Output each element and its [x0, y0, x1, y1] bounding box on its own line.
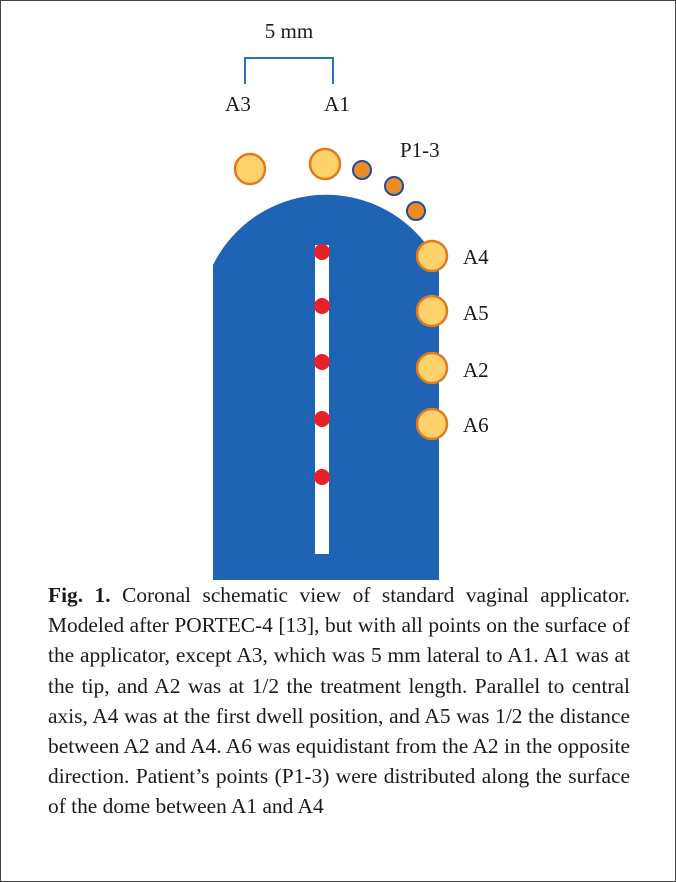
scale-bracket	[245, 58, 333, 84]
label-a6: A6	[463, 413, 489, 437]
patient-point-p3	[407, 202, 425, 220]
label-a4: A4	[463, 245, 489, 269]
caption-label: Fig. 1.	[48, 583, 111, 607]
label-a3: A3	[225, 92, 251, 116]
label-a5: A5	[463, 301, 489, 325]
dwell-point	[314, 298, 330, 314]
caption-text: Coronal schematic view of standard vaginal applicator. Modeled after PORTEC-4 [13], but with all points on the surface of the applicator, except A3, which was 5 mm lateral to A1. A1 was at the tip, and A2 was at 1/2 the treatment length. Parallel to central axis, A4 was at the first dwell position, and A5 was 1/2 the distance between A2 and A4. A6 was equidistant from the A2 in the opposite direction. Patient’s points (P1-3) were distributed along the surface of the dome between A1 and A4	[48, 583, 630, 819]
patient-point-p1	[353, 161, 371, 179]
scale-label: 5 mm	[264, 19, 314, 43]
label-a1: A1	[324, 92, 350, 116]
patient-point-p2	[385, 177, 403, 195]
central-channel	[315, 245, 329, 554]
dwell-point	[314, 354, 330, 370]
label-a2: A2	[463, 358, 489, 382]
dwell-point	[314, 411, 330, 427]
dwell-point	[314, 469, 330, 485]
dwell-point	[314, 244, 330, 260]
label-p13: P1-3	[400, 138, 440, 162]
figure-caption	[48, 580, 630, 822]
